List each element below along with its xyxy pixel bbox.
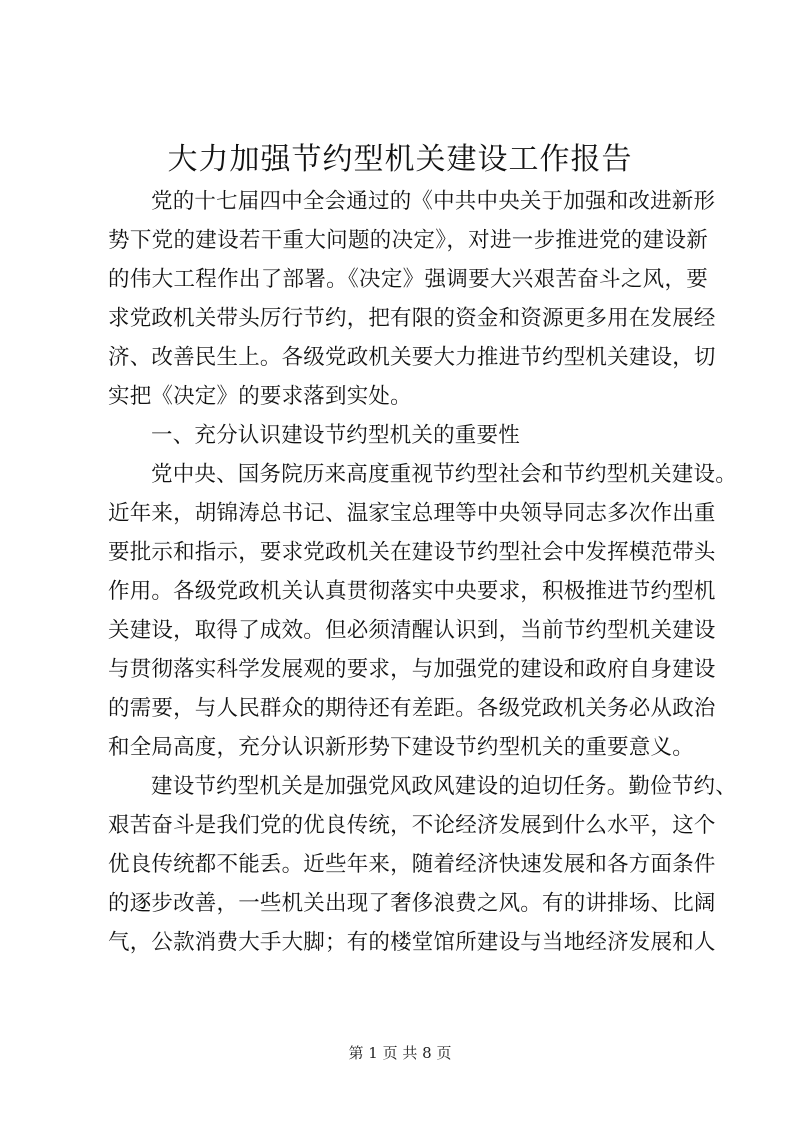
text-line: 党中央、国务院历来高度重视节约型社会和节约型机关建设。 bbox=[151, 462, 737, 487]
text-line: 求党政机关带头厉行节约，把有限的资金和资源更多用在发展经 bbox=[108, 306, 716, 331]
text-line: 作用。各级党政机关认真贯彻落实中央要求，积极推进节约型机 bbox=[108, 579, 716, 604]
document-body bbox=[108, 182, 737, 962]
text-line: 艰苦奋斗是我们党的优良传统，不论经济发展到什么水平，这个 bbox=[108, 813, 716, 838]
text-line: 党的十七届四中全会通过的《中共中央关于加强和改进新形 bbox=[151, 189, 716, 214]
text-line: 济、改善民生上。各级党政机关要大力推进节约型机关建设，切 bbox=[108, 345, 716, 370]
text-line: 势下党的建设若干重大问题的决定》，对进一步推进党的建设新 bbox=[108, 228, 708, 253]
text-line: 的需要，与人民群众的期待还有差距。各级党政机关务必从政治 bbox=[108, 696, 716, 721]
text-line: 建设节约型机关是加强党风政风建设的迫切任务。勤俭节约、 bbox=[151, 774, 737, 799]
text-line: 近年来，胡锦涛总书记、温家宝总理等中央领导同志多次作出重 bbox=[108, 501, 716, 526]
text-line: 的逐步改善，一些机关出现了奢侈浪费之风。有的讲排场、比阔 bbox=[108, 891, 716, 916]
page-footer: 第 1 页 共 8 页 bbox=[348, 1044, 452, 1062]
text-line: 关建设，取得了成效。但必须清醒认识到，当前节约型机关建设 bbox=[108, 618, 716, 643]
text-line: 和全局高度，充分认识新形势下建设节约型机关的重要意义。 bbox=[108, 735, 694, 760]
text-line: 气，公款消费大手大脚；有的楼堂馆所建设与当地经济发展和人 bbox=[108, 930, 716, 955]
text-line: 的伟大工程作出了部署。《决定》强调要大兴艰苦奋斗之风，要 bbox=[108, 267, 708, 292]
text-line: 要批示和指示，要求党政机关在建设节约型社会中发挥模范带头 bbox=[108, 540, 716, 565]
document-title: 大力加强节约型机关建设工作报告 bbox=[167, 142, 633, 177]
text-line: 实把《决定》的要求落到实处。 bbox=[108, 384, 412, 409]
text-line: 与贯彻落实科学发展观的要求，与加强党的建设和政府自身建设 bbox=[108, 657, 716, 682]
section-heading: 一、充分认识建设节约型机关的重要性 bbox=[151, 423, 520, 448]
text-line: 优良传统都不能丢。近些年来，随着经济快速发展和各方面条件 bbox=[108, 852, 716, 877]
